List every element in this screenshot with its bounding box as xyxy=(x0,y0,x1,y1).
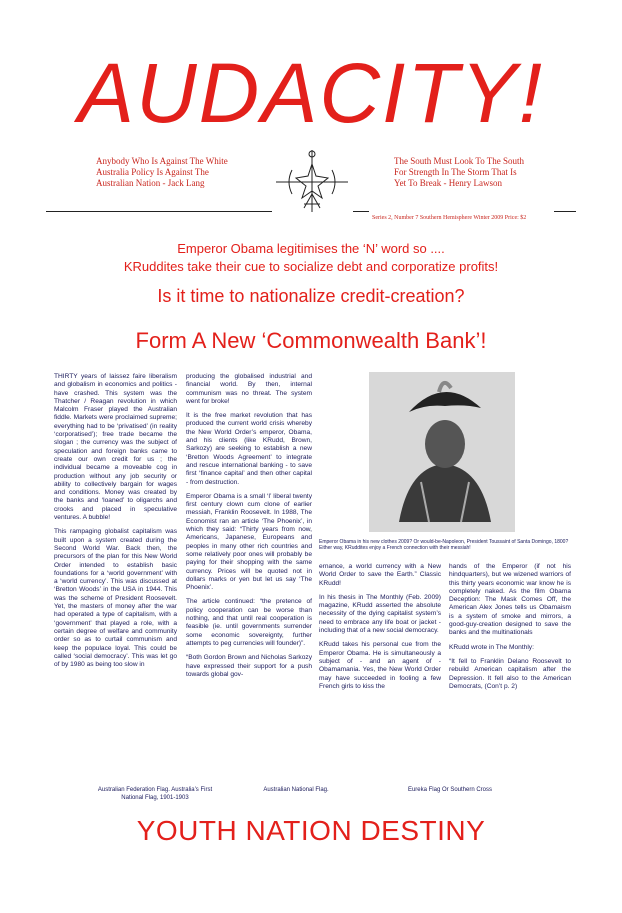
series-line: Series 2, Number 7 Southern Hemisphere Winter 2009 Price: $2 xyxy=(372,215,527,221)
paragraph: producing the globalised industrial and financial world. By then, internal communism was no threat. The system went for broke! xyxy=(186,373,312,405)
paragraph: “Both Gordon Brown and Nicholas Sarkozy have expressed their support for a push towards global gov- xyxy=(186,654,312,678)
paragraph: KRudd takes his personal cue from the Emperor Obama. He is simultaneously a subject of - and an agent of - Obamamania. Yes, the New World Order may have succeeded in fooling a few French girls to kiss the xyxy=(319,641,441,690)
paragraph: In his thesis in The Monthly (Feb. 2009) magazine, KRudd asserted the absolute necessity of the dying capitalist system’s need to embrace any life boat or jacket - including that of a new social democracy. xyxy=(319,593,441,635)
rule-right-short xyxy=(353,211,369,212)
quote-left: Anybody Who Is Against The White Australia Policy Is Against The Australian Nation - Jack Lang xyxy=(96,156,228,188)
paragraph: The article continued: “the pretence of policy cooperation can be worse than nothing, and that until real cooperation is feasible (ie. until governments surrender some economic sovereignty, further attempts to peg currencies will founder)”. xyxy=(186,598,312,647)
flag-caption-eureka: Eureka Flag Or Southern Cross xyxy=(407,787,493,793)
subhead-1: Emperor Obama legitimises the ‘N’ word so .... xyxy=(177,241,445,256)
paragraph: “It fell to Franklin Delano Roosevelt to rebuild American capitalism after the Depression. It fell also to the American Democrats, (Con’t p. 2) xyxy=(449,657,571,690)
article-column-4 xyxy=(449,563,571,697)
flag-caption-federation: Australian Federation Flag. Australia’s First National Flag, 1901-1903 xyxy=(97,787,213,801)
paragraph: It is the free market revolution that has produced the current world crisis whereby the New World Order’s emperor, Obama, and his clients (like KRudd, Brown, Sarkozy) are seeking to establish a new ‘Bretton Woods Agreement’ to integrate and rescue international banking - to save first ‘finance capital’ and then other capital - from destruction. xyxy=(186,412,312,486)
headline-2: Form A New ‘Commonwealth Bank’! xyxy=(135,328,487,353)
masthead-title: AUDACITY! xyxy=(77,46,545,140)
headline-1: Is it time to nationalize credit-creation? xyxy=(157,286,465,306)
footer-title: YOUTH NATION DESTINY xyxy=(136,815,486,846)
paragraph: KRudd wrote in The Monthly: xyxy=(449,643,534,651)
paragraph: hands of the Emperor (if not his hindquarters), but we wizened warriors of this thirty years economic war know he is completely naked. As the film Obama Deception: The Mask Comes Off, the American Alex Jones tells us Obamaism is a system of smoke and mirrors, a good-guy-creation designed to save the banks and the multinationals xyxy=(449,563,571,637)
subhead-2: KRuddites take their cue to socialize debt and corporatize profits! xyxy=(123,259,499,274)
rule-right xyxy=(554,211,576,212)
article-column-3 xyxy=(319,563,441,697)
rule-left xyxy=(46,211,272,212)
paragraph: This rampaging globalist capitalism was built upon a system created during the Second World War. Back then, the precursors of the plan for this New World Order intended to establish basic foundations for a ‘world government’ with a ‘world currency’. This was discussed at ‘Bretton Woods’ in the USA in 1944. This was the scheme of President Roosevelt. Yet, the masters of money after the war had operated a type of capitalism, with a ‘government’ that played a role, with a certain degree of welfare and community order so as to curtail communism and keep the populace loyal. This could be called ‘social democracy’. This was let go of by 1980 as being too slow in xyxy=(54,528,177,669)
article-column-2 xyxy=(186,373,312,685)
quote-right: The South Must Look To The South For Strength In The Storm That Is Yet To Break - Henry Lawson xyxy=(394,156,525,188)
photo-caption: Emperor Obama in his new clothes 2009? Or would-be-Napoleon, President Toussaint of Santa Domingo, 1800? Either way, KRuddites enjoy a French connection with their messiah! xyxy=(319,539,569,551)
paragraph: ernance, a world currency with a New World Order to save the Earth.” Classic KRudd! xyxy=(319,563,441,587)
paragraph: Emperor Obama is a small ‘l’ liberal twenty first century clown cum clone of earlier messiah, Franklin Roosevelt. In 1988, The Economist ran an article ‘The Phoenix’, in which they said: “Thirty years from now, Americans, Japanese, Europeans and peoples in many other rich countries and some relatively poor ones will probably be paying for their shopping with the same currency. Prices will be quoted not in dollars marks or yen but let us say ‘The Phoenix’. xyxy=(186,492,312,592)
article-column-1 xyxy=(54,373,177,675)
flag-caption-national: Australian National Flag. xyxy=(263,787,329,793)
subhead-block xyxy=(0,240,622,276)
compass-star-emblem-icon xyxy=(274,148,350,214)
portrait-photo xyxy=(369,372,515,532)
paragraph: THIRTY years of laissez faire liberalism and globalism in economics and politics - have crashed. This system was the Thatcher / Reagan revolution in which Malcolm Fraser played the Australian fiddle. Markets were proclaimed supreme; everything had to be ‘privatised’ (in reality ‘corporatised’); free trade became the slogan ; the currency was the subject of speculation and foreign banks came to create our own credit for us ; the individual became a moveable cog in production without any job security or ability to collectively bargain for wages and conditions. Money was created by the banks and ‘loaned’ to oligarchs and crooks and placed in speculative ventures. A bubble! xyxy=(54,373,177,522)
